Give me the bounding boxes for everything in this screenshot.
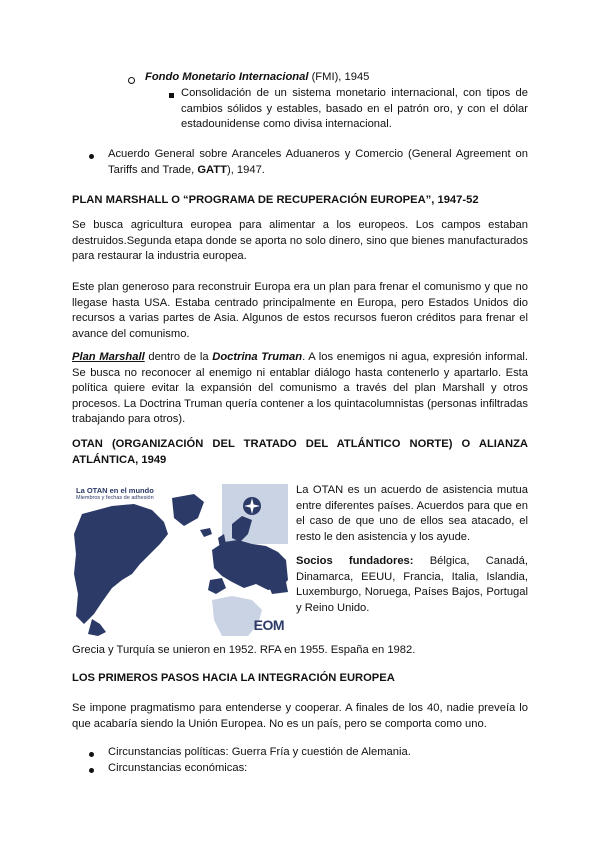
- marshall-p2: Este plan generoso para reconstruir Europa era un plan para frenar el comunismo y que no llegase hasta USA. Estaba centrado principalmente en Europa, pero Estados Unidos dio recursos a varias partes de Asia. Algunos de estos recursos fueron créditos para frenar el avance del comunismo.: [72, 281, 528, 340]
- map-title: La OTAN en el mundo: [76, 486, 154, 495]
- gatt-bold: GATT: [197, 163, 227, 176]
- list-item: Circunstancias políticas: Guerra Fría y cuestión de Alemania.: [108, 746, 411, 758]
- bullet-dot-icon: [89, 768, 94, 773]
- bullet-dot-icon: [89, 752, 94, 757]
- otan-p2: Grecia y Turquía se unieron en 1952. RFA en 1955. España en 1982.: [72, 644, 416, 656]
- fmi-detail: Consolidación de un sistema monetario internacional, con tipos de cambios sólidos y estables, basado en el patrón oro, y con el dólar estadounidense como divisa internacional.: [181, 87, 528, 131]
- marshall-heading: PLAN MARSHALL O “PROGRAMA DE RECUPERACIÓN EUROPEA”, 1947-52: [72, 194, 479, 206]
- otan-p1: La OTAN es un acuerdo de asistencia mutua entre diferentes países. Acuerdos para que en el caso de que uno de ellos sea atacado, el resto le den asistencia y los ayude.: [296, 484, 528, 543]
- bullet-dot-icon: [89, 154, 94, 159]
- fmi-name: Fondo Monetario Internacional: [145, 71, 309, 83]
- otan-socios: [296, 554, 528, 616]
- integracion-heading: LOS PRIMEROS PASOS HACIA LA INTEGRACIÓN EUROPEA: [72, 672, 395, 684]
- gatt-item: [108, 147, 528, 178]
- map-logo: EOM: [253, 617, 284, 633]
- otan-map-image: [72, 484, 288, 636]
- gatt-pre: Acuerdo General sobre Aranceles Aduaneros y Comercio (General Agreement on Tariffs and Trade,: [108, 148, 528, 176]
- map-subtitle: Miembros y fechas de adhesión: [76, 495, 154, 501]
- socios-label: Socios fundadores:: [296, 555, 414, 567]
- marshall-p3-text-b: . A los enemigos ni agua, expresión informal. Se busca no reconocer al enemigo ni entablar diálogo hasta contenerlo y apartarlo. Esta política quiere evitar la expansión del comunismo a través del plan Marshall y otros procesos. La Doctrina Truman quería contener a los quintacolumnistas (personas infiltradas trabajando para otros).: [72, 351, 529, 426]
- marshall-p1: Se busca agricultura europea para alimentar a los europeos. Los campos estaban destruidos.Segunda etapa donde se aporta no solo dinero, sino que bienes manufacturados para restaurar la industria europea.: [72, 219, 528, 263]
- integracion-p1: Se impone pragmatismo para entenderse y cooperar. A finales de los 40, nadie preveía lo que acabaría siendo la Unión Europea. No es un país, pero se comporta como uno.: [72, 702, 528, 730]
- plan-marshall-term: Plan Marshall: [72, 351, 145, 363]
- world-map-icon: [72, 484, 288, 636]
- socios-list: Bélgica, Canadá, Dinamarca, EEUU, Francia, Italia, Islandia, Luxemburgo, Noruega, Países Bajos, Portugal y Reino Unido.: [296, 555, 528, 614]
- gatt-post: ), 1947.: [226, 163, 265, 176]
- marshall-p3: [72, 350, 528, 428]
- fmi-rest: (FMI), 1945: [308, 71, 370, 83]
- fmi-item: [145, 70, 535, 86]
- hollow-circle-bullet-icon: [128, 77, 135, 84]
- otan-heading: OTAN (ORGANIZACIÓN DEL TRATADO DEL ATLÁNTICO NORTE) O ALIANZA ATLÁNTICA, 1949: [72, 438, 528, 466]
- square-bullet-icon: [169, 93, 174, 98]
- doctrina-truman-term: Doctrina Truman: [212, 351, 303, 363]
- marshall-p3-text-a: dentro de la: [144, 351, 213, 363]
- list-item: Circunstancias económicas:: [108, 762, 248, 774]
